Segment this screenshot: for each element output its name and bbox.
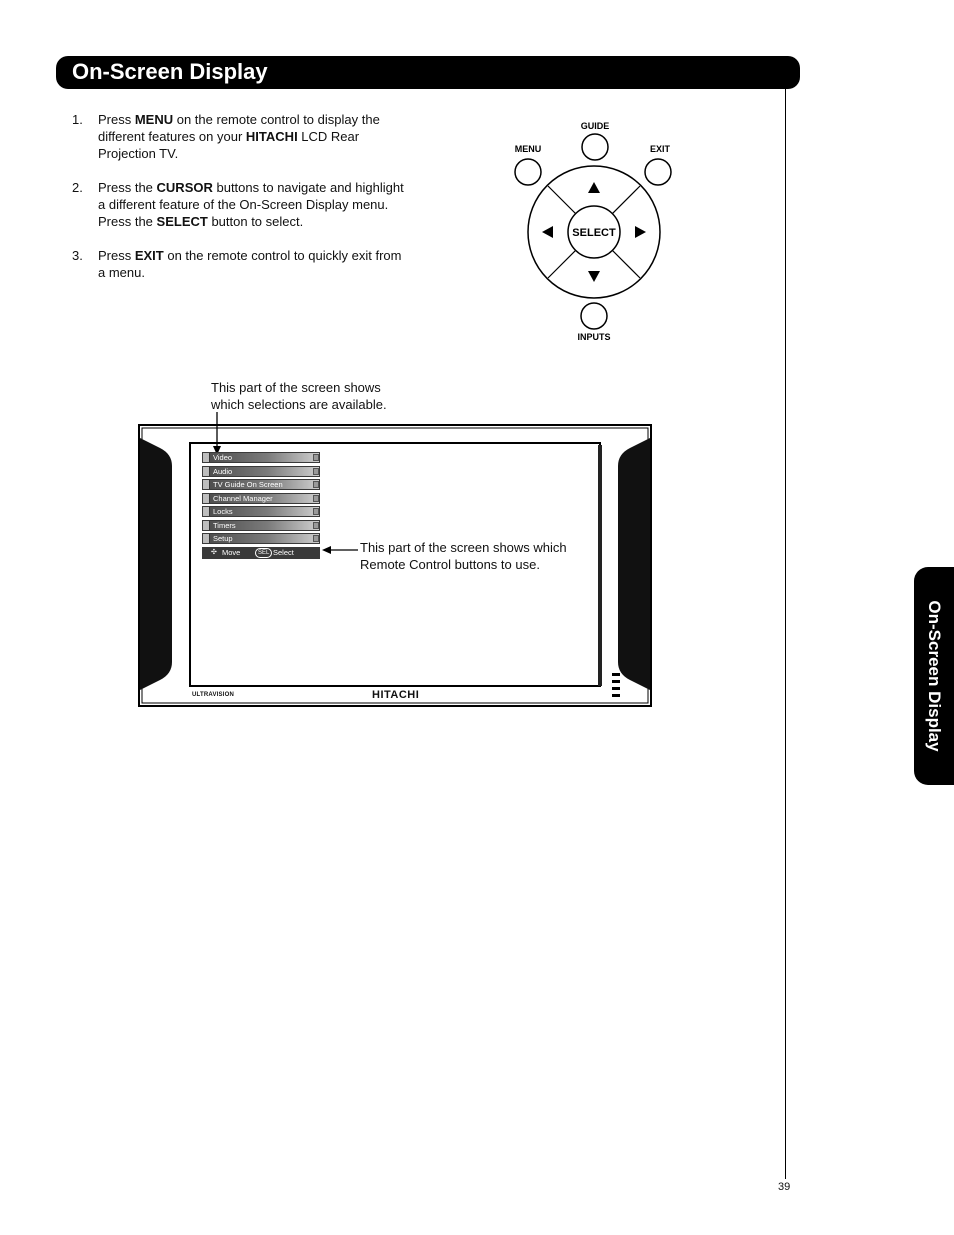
guide-label: GUIDE	[580, 121, 610, 131]
arrow-right-icon	[313, 454, 319, 461]
hint-select-label: Select	[273, 547, 294, 557]
osd-item-label: Channel Manager	[213, 493, 273, 503]
hitachi-logo: HITACHI	[372, 689, 420, 701]
step-text: Press the	[98, 180, 157, 195]
ultravision-logo: ULTRAVISION	[192, 692, 234, 698]
osd-item-label: Setup	[213, 534, 233, 543]
osd-menu	[202, 452, 320, 559]
osd-item-tv-guide	[202, 479, 320, 490]
select-label: SELECT	[572, 227, 616, 239]
osd-item-label: Timers	[213, 520, 236, 530]
step-keyword: SELECT	[156, 214, 208, 229]
osd-item-label: Locks	[213, 507, 233, 516]
step-text: buttons to navigate and highlight a different feature of the On-Screen Display menu. Press the	[98, 180, 404, 229]
callout-selections: This part of the screen shows which selections are available.	[211, 380, 387, 412]
menu-label: MENU	[514, 144, 542, 154]
move-arrows-icon: ✣	[211, 548, 217, 556]
step-text: Press	[98, 112, 135, 127]
exit-label: EXIT	[649, 144, 671, 154]
osd-item-label: Audio	[213, 466, 233, 476]
osd-item-setup	[202, 533, 320, 544]
arrow-left-icon	[322, 546, 331, 554]
step-keyword: CURSOR	[156, 180, 213, 195]
osd-item-channel-manager	[202, 493, 320, 504]
osd-item-locks	[202, 506, 320, 517]
section-side-tab	[914, 567, 954, 785]
osd-item-video	[202, 452, 320, 463]
inputs-label: INPUTS	[577, 332, 611, 342]
side-tab-label: On-Screen Display	[925, 600, 944, 752]
osd-item-label: TV Guide On Screen	[213, 480, 283, 489]
step-keyword: MENU	[134, 112, 174, 127]
step-text: Press	[98, 248, 135, 263]
osd-item-timers	[202, 520, 320, 531]
step-text: LCD Rear Projection TV.	[98, 129, 360, 161]
osd-item-audio	[202, 466, 320, 477]
osd-hint-bar	[202, 547, 320, 559]
step-number: 2.	[72, 180, 83, 195]
callout-remote-buttons: This part of the screen shows which Remote Control buttons to use.	[360, 540, 567, 572]
step-keyword: EXIT	[134, 248, 164, 263]
osd-item-label: Video	[213, 453, 233, 462]
sel-badge: SEL	[255, 548, 272, 558]
step-number: 3.	[72, 248, 83, 263]
hint-move-label: Move	[222, 547, 241, 557]
step-number: 1.	[72, 112, 83, 127]
page-number: 39	[778, 1181, 791, 1193]
step-text: on the remote control to display the different features on your	[98, 112, 380, 144]
page-title: On-Screen Display	[72, 59, 268, 84]
step-text: button to select.	[207, 214, 304, 229]
step-text: on the remote control to quickly exit from a menu.	[98, 248, 402, 280]
step-keyword: HITACHI	[245, 129, 298, 144]
